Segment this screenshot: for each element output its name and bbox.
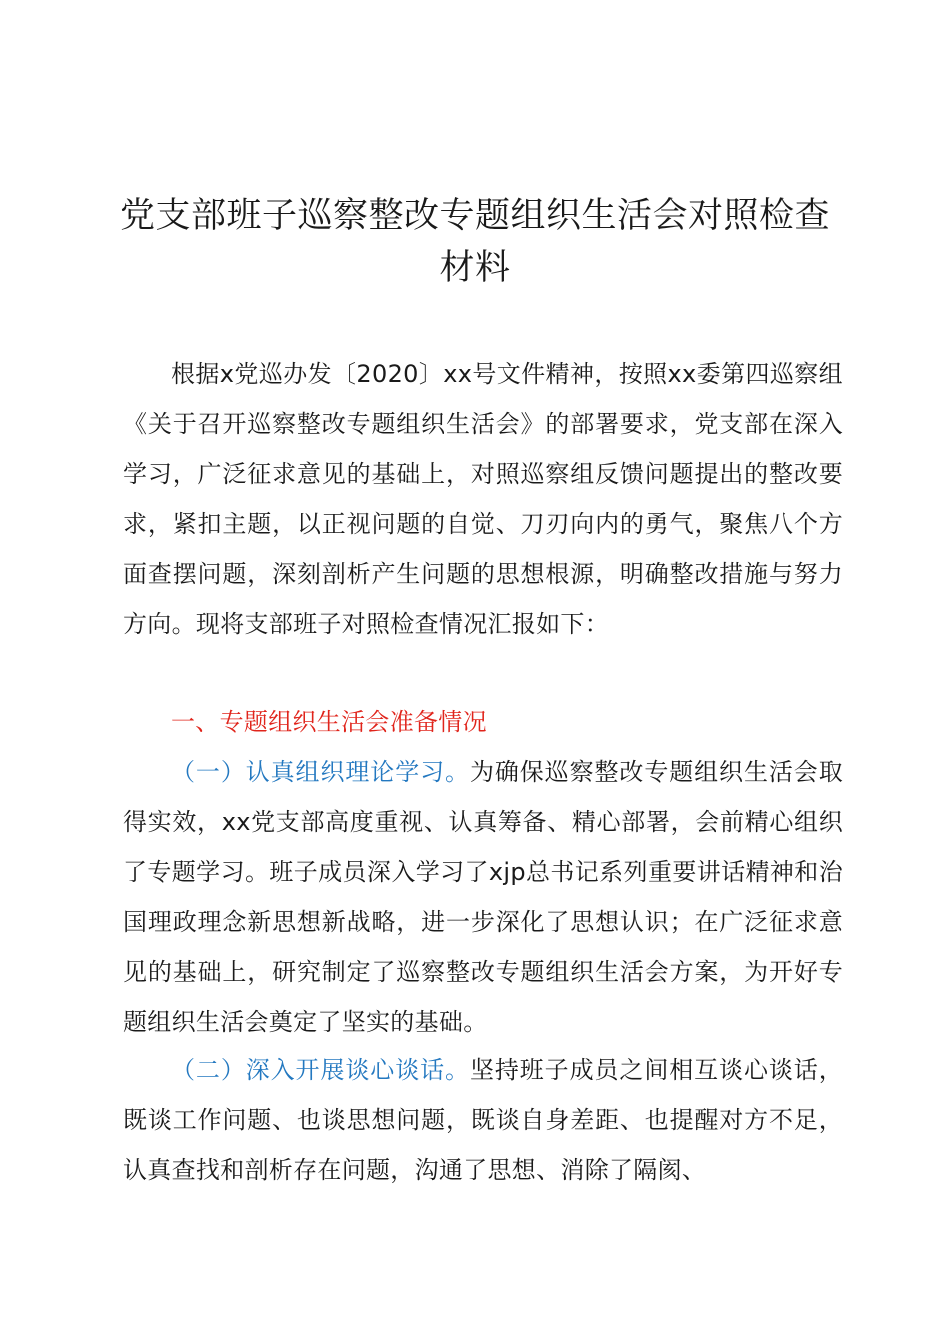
subsection-2-body: 坚持班子成员之间相互谈心谈话，既谈工作问题、也谈思想问题，既谈自身差距、也提醒对方不足，认真查找和剖析存在问题，沟通了思想、消除了隔阂、 <box>123 1056 843 1184</box>
subsection-2-heading: （二）深入开展谈心谈话。 <box>171 1056 470 1084</box>
document-title <box>100 190 850 294</box>
subsection-2-paragraph <box>123 1045 843 1195</box>
intro-paragraph: 根据x党巡办发〔2020〕xx号文件精神，按照xx委第四巡察组《关于召开巡察整改专题组织生活会》的部署要求，党支部在深入学习，广泛征求意见的基础上，对照巡察组反馈问题提出的整改要求，紧扣主题，以正视问题的自觉、刀刃向内的勇气，聚焦八个方面查摆问题，深刻剖析产生问题的思想根源，明确整改措施与努力方向。现将支部班子对照检查情况汇报如下： <box>123 360 843 638</box>
section-heading-1: 一、专题组织生活会准备情况 <box>171 708 487 736</box>
title-line-2: 材料 <box>439 248 511 288</box>
subsection-1-body: 为确保巡察整改专题组织生活会取得实效，xx党支部高度重视、认真筹备、精心部署，会前精心组织了专题学习。班子成员深入学习了xjp总书记系列重要讲话精神和治国理政理念新思想新战略，进一步深化了思想认识；在广泛征求意见的基础上，研究制定了巡察整改专题组织生活会方案，为开好专题组织生活会奠定了坚实的基础。 <box>123 758 843 1036</box>
title-line-1: 党支部班子巡察整改专题组织生活会对照检查 <box>119 196 830 236</box>
subsection-1-heading: （一）认真组织理论学习。 <box>171 758 470 786</box>
subsection-1-paragraph <box>123 747 843 1047</box>
